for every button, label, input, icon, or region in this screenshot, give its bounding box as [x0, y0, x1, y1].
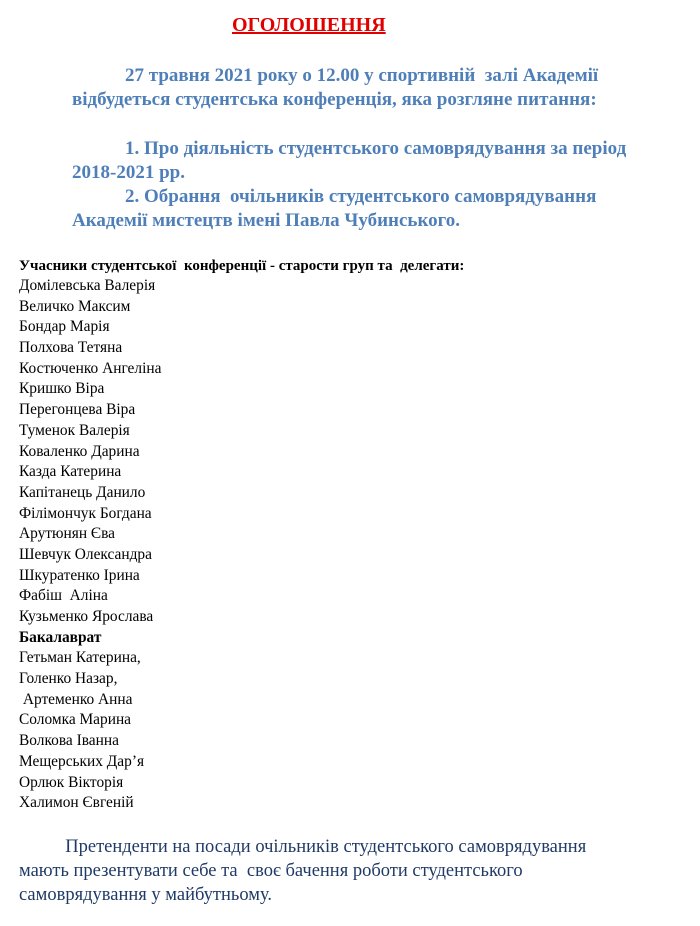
- footer-line-3: самоврядування у майбутньому.: [19, 885, 272, 905]
- participant-name: Філімончук Богдана: [19, 504, 152, 522]
- participant-name: Артеменко Анна: [19, 690, 133, 708]
- participant-name: Халимон Євгеній: [19, 794, 134, 812]
- participant-name: Капітанець Данило: [19, 483, 146, 501]
- participant-name: Орлюк Вікторія: [19, 773, 124, 791]
- delegates-list: [19, 276, 464, 628]
- participant-name: Кузьменко Ярослава: [19, 608, 154, 625]
- participant-name: Шкуратенко Ірина: [19, 566, 140, 584]
- bachelor-list: [19, 648, 464, 814]
- agenda-item-2-line-2: Академії мистецтв імені Павла Чубинського.: [72, 210, 461, 231]
- footer-line-2: мають презентувати себе та своє бачення роботи студентського: [19, 861, 523, 881]
- participant-name: Бондар Марія: [19, 318, 110, 336]
- footer-line-1: Претенденти на посади очільників студентського самоврядування: [19, 837, 587, 857]
- participant-name: Туменок Валерія: [19, 421, 130, 439]
- participant-name: Казда Катерина: [19, 463, 122, 481]
- bachelor-section-label: Бакалаврат: [19, 628, 102, 646]
- participant-name: Костюченко Ангеліна: [19, 359, 162, 377]
- participant-name: Фабіш Аліна: [19, 587, 108, 605]
- intro-line-2: відбудеться студентська конференція, яка розгляне питання:: [72, 89, 597, 110]
- participant-name: Полхова Тетяна: [19, 339, 123, 357]
- participant-name: Кришко Віра: [19, 380, 105, 398]
- participant-name: Мещерських Дар’я: [19, 752, 145, 770]
- participant-name: Гетьман Катерина,: [19, 649, 141, 667]
- participant-name: Коваленко Дарина: [19, 442, 140, 460]
- participant-name: Величко Максим: [19, 297, 131, 315]
- participant-name: Арутюнян Єва: [19, 525, 115, 543]
- participant-name: Домілевська Валерія: [19, 277, 156, 294]
- footer-note: [19, 835, 689, 907]
- participants-list: [19, 256, 464, 814]
- participant-name: Соломка Марина: [19, 711, 132, 729]
- participant-name: Волкова Іванна: [19, 732, 119, 750]
- page-title: ОГОЛОШЕННЯ: [232, 14, 386, 36]
- participant-name: Шевчук Олександра: [19, 545, 152, 563]
- participant-name: Голенко Назар,: [19, 670, 118, 688]
- participants-heading: Учасники студентської конференції - старости груп та делегати:: [19, 258, 465, 274]
- agenda-item-1-line-1: 1. Про діяльність студентського самоврядування за період: [125, 138, 627, 159]
- agenda-item-2-line-1: 2. Обрання очільників студентського самоврядування: [125, 186, 597, 207]
- agenda-item-1-line-2: 2018-2021 рр.: [72, 162, 185, 183]
- participant-name: Перегонцева Віра: [19, 401, 136, 419]
- intro-line-1: 27 травня 2021 року о 12.00 у спортивній залі Академії: [125, 65, 599, 86]
